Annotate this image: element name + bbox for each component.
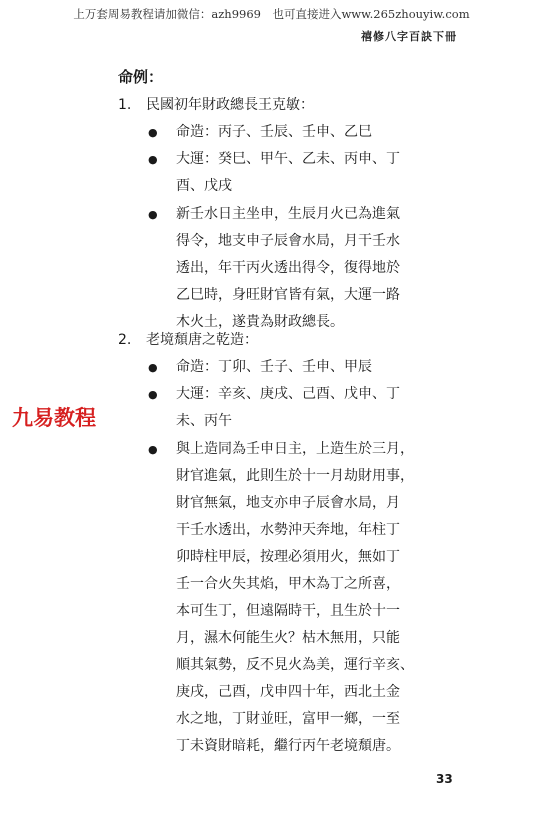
case-number: 2. [118, 332, 132, 348]
bullet-icon: ● [148, 153, 158, 166]
text-line: 透出，年干丙火透出得令，復得地於 [176, 260, 400, 276]
text-line: 命造：丁卯、壬子、壬申、甲辰 [176, 359, 372, 375]
text-line: 月，濕木何能生火？枯木無用，只能 [176, 630, 400, 646]
text-line: 壬一合火失其焰，甲木為丁之所喜， [176, 576, 400, 592]
text-line: 大運：辛亥、庚戌、己酉、戊申、丁 [176, 386, 400, 402]
case-title-text: 老境頹唐之乾造： [146, 332, 258, 348]
running-header: 禧修八字百訣下冊 [361, 30, 457, 43]
text-line: 木火土，遂貴為財政總長。 [176, 314, 344, 330]
text-line: 水之地，丁財並旺，富甲一鄉，一至 [176, 711, 400, 727]
bullet-icon: ● [148, 126, 158, 139]
bullet-icon: ● [148, 361, 158, 374]
bullet-icon: ● [148, 388, 158, 401]
text-line: 新壬水日主坐申，生辰月火已為進氣 [176, 206, 400, 222]
text-line: 順其氣勢，反不見火為美，運行辛亥、 [176, 657, 414, 673]
text-line: 丁未資財暗耗，繼行丙午老境頹唐。 [176, 738, 400, 754]
text-line: 酉、戊戌 [176, 178, 232, 194]
text-line: 大運：癸巳、甲午、乙未、丙申、丁 [176, 151, 400, 167]
text-line: 本可生丁，但遠隔時干，且生於十一 [176, 603, 400, 619]
case-2 [118, 330, 478, 754]
text-line: 得令，地支申子辰會水局，月干壬水 [176, 233, 400, 249]
item-text [176, 381, 466, 435]
bullet-icon: ● [148, 208, 158, 221]
case-title [118, 95, 478, 115]
item-text [176, 119, 466, 146]
item-text [176, 354, 466, 381]
text-line: 未、丙午 [176, 413, 232, 429]
text-line: 乙巳時，身旺財官皆有氣，大運一路 [176, 287, 400, 303]
item-text [176, 436, 466, 760]
text-line: 干壬水透出，水勢沖天奔地，年柱丁 [176, 522, 400, 538]
item-text [176, 201, 466, 336]
text-line: 命造：丙子、壬辰、壬申、乙巳 [176, 124, 372, 140]
case-number: 1. [118, 97, 132, 113]
section-title: 命例： [118, 68, 164, 86]
text-line: 財官無氣，地支亦申子辰會水局，月 [176, 495, 400, 511]
item-text [176, 146, 466, 200]
text-line: 與上造同為壬申日主，上造生於三月， [176, 441, 414, 457]
case-title [118, 330, 478, 350]
text-line: 卯時柱甲辰，按理必須用火，無如丁 [176, 549, 400, 565]
watermark-banner: 上万套周易教程请加微信：azh9969 也可直接进入www.265zhouyiw.com [73, 7, 470, 21]
text-line: 庚戌，己酉，戊申四十年，西北土金 [176, 684, 400, 700]
side-watermark: 九易教程 [12, 406, 96, 430]
text-line: 財官進氣，此則生於十一月劫財用事， [176, 468, 414, 484]
bullet-icon: ● [148, 443, 158, 456]
case-title-text: 民國初年財政總長王克敏： [146, 97, 314, 113]
case-1 [118, 95, 478, 330]
page-number: 33 [436, 772, 453, 786]
